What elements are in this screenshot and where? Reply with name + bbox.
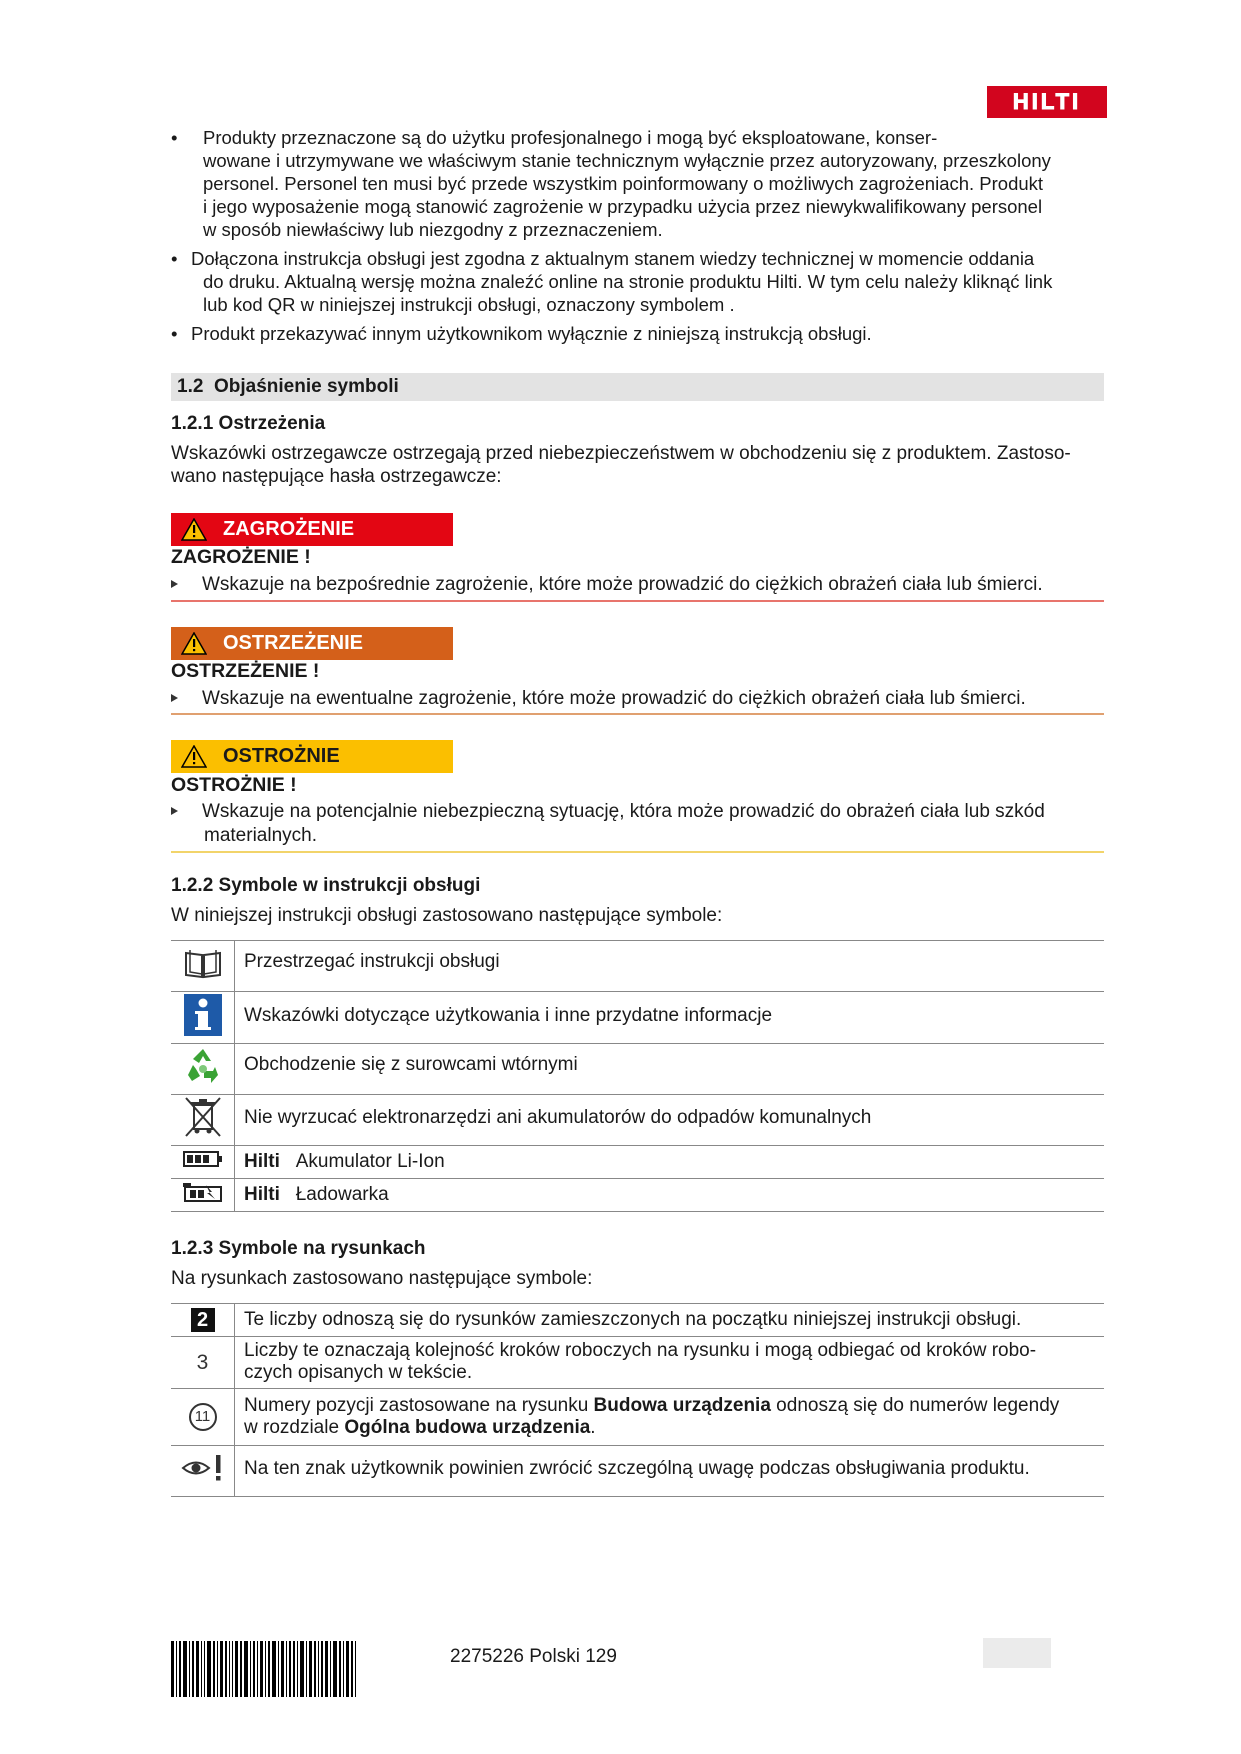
symbol-desc-text: Akumulator Li-Ion xyxy=(295,1151,445,1172)
page-tab xyxy=(983,1638,1051,1668)
caution-title: OSTROŻNIE ! xyxy=(171,774,297,796)
danger-line: Wskazuje na bezpośrednie zagrożenie, które może prowadzić do ciężkich obrażeń ciała lub śmierci. xyxy=(202,574,1043,595)
danger-signal-label xyxy=(171,513,453,546)
desc-text: . xyxy=(590,1417,596,1438)
desc-text: Numery pozycji zastosowane na rysunku xyxy=(244,1395,594,1416)
figure-symbols-table xyxy=(171,1303,1104,1497)
symbol-desc: Te liczby odnoszą się do rysunków zamieszczonych na początku niniejszej instrukcji obsługi. xyxy=(235,1304,1105,1337)
desc-bold: Budowa urządzenia xyxy=(593,1395,771,1416)
desc-line: czych opisanych w tekście. xyxy=(244,1362,473,1383)
icon-cell xyxy=(171,941,235,992)
bullet-line: Produkt przekazywać innym użytkownikom wyłącznie z niniejszą instrukcją obsługi. xyxy=(191,323,872,344)
arrow-bullet-icon xyxy=(171,580,178,588)
arrow-bullet-icon xyxy=(171,694,178,702)
symbol-desc xyxy=(235,1337,1105,1389)
barcode xyxy=(171,1641,429,1697)
icon-cell xyxy=(171,1146,235,1179)
danger-title: ZAGROŻENIE ! xyxy=(171,546,311,568)
danger-label-text: ZAGROŻENIE xyxy=(223,518,355,540)
figure-symbols-intro: Na rysunkach zastosowano następujące symbole: xyxy=(171,1268,593,1289)
bullet-line: do druku. Aktualną wersję można znaleźć online na stronie produktu Hilti. W tym celu należy kliknąć link xyxy=(203,271,1053,292)
symbol-desc xyxy=(235,1389,1105,1446)
warning-signal-label xyxy=(171,627,453,660)
manual-symbols-intro: W niniejszej instrukcji obsługi zastosowano następujące symbole: xyxy=(171,905,723,926)
bullet-line: lub kod QR w niniejszej instrukcji obsługi, oznaczony symbolem . xyxy=(203,294,735,315)
table-row xyxy=(171,1179,1104,1212)
icon-cell xyxy=(171,992,235,1044)
bullet-line: Dołączona instrukcja obsługi jest zgodna z aktualnym stanem wiedzy technicznej w momencie oddania xyxy=(191,248,1035,269)
section-title: Objaśnienie symboli xyxy=(213,376,399,397)
caution-text xyxy=(171,800,1121,848)
desc-line xyxy=(244,1417,1104,1439)
symbol-desc xyxy=(235,1179,1105,1212)
charger-icon xyxy=(182,1181,224,1203)
symbol-desc: Nie wyrzucać elektronarzędzi ani akumulatorów do odpadów komunalnych xyxy=(235,1095,1105,1146)
section-number: 1.2 xyxy=(177,376,204,397)
symbol-desc: Wskazówki dotyczące użytkowania i inne przydatne informacje xyxy=(235,992,1105,1044)
caution-rule xyxy=(171,851,1104,853)
caution-label-text: OSTROŻNIE xyxy=(223,745,340,767)
caution-line: Wskazuje na potencjalnie niebezpieczną sytuację, która może prowadzić do obrażeń ciała lub szkód xyxy=(202,801,1045,822)
step-number-icon: 3 xyxy=(196,1350,209,1374)
position-number-icon: 11 xyxy=(189,1403,217,1431)
icon-cell xyxy=(171,1304,235,1337)
desc-text: w rozdziale xyxy=(244,1417,345,1438)
crossed-bin-icon xyxy=(183,1095,223,1139)
info-icon xyxy=(184,994,222,1036)
table-row xyxy=(171,1304,1104,1337)
table-row xyxy=(171,1044,1104,1095)
warning-line: Wskazuje na ewentualne zagrożenie, które może prowadzić do ciężkich obrażeń ciała lub śmierci. xyxy=(202,688,1026,709)
table-row xyxy=(171,941,1104,992)
bullet-line: personel. Personel ten musi być przede wszystkim poinformowany o możliwych zagrożeniach. Produkt xyxy=(203,173,1044,194)
intro-line: Wskazówki ostrzegawcze ostrzegają przed niebezpieczeństwem w obchodzeniu się z produktem. Zastoso- xyxy=(171,443,1071,464)
book-icon xyxy=(183,947,223,979)
brand-name: Hilti xyxy=(244,1184,280,1205)
table-row xyxy=(171,1446,1104,1497)
table-row xyxy=(171,1389,1104,1446)
warning-triangle-icon xyxy=(181,632,207,655)
symbol-desc-text: Ładowarka xyxy=(295,1184,389,1205)
intro-bullet-3: • Produkt przekazywać innym użytkownikom wyłącznie z niniejszą instrukcją obsługi. xyxy=(171,322,1161,345)
figure-number-icon: 2 xyxy=(191,1308,215,1332)
desc-line xyxy=(244,1395,1104,1417)
logo-text: HILTI xyxy=(1012,89,1082,114)
bullet-line: wowane i utrzymywane we właściwym stanie technicznym wyłącznie przez autoryzowany, przeszkolony xyxy=(203,150,1051,171)
icon-cell xyxy=(171,1044,235,1095)
manual-symbols-table xyxy=(171,940,1104,1212)
eye-attention-icon xyxy=(181,1453,225,1483)
icon-cell xyxy=(171,1095,235,1146)
bullet-line: i jego wyposażenie mogą stanowić zagrożenie w przypadku użycia przez niewykwalifikowany personel xyxy=(203,196,1043,217)
intro-line: wano następujące hasła ostrzegawcze: xyxy=(171,466,502,487)
table-row xyxy=(171,992,1104,1044)
battery-icon xyxy=(183,1150,223,1168)
desc-text: odnoszą się do numerów legendy xyxy=(770,1395,1060,1416)
icon-cell xyxy=(171,1389,235,1446)
table-row xyxy=(171,1146,1104,1179)
table-row xyxy=(171,1095,1104,1146)
caution-signal-label xyxy=(171,740,453,773)
warning-triangle-icon xyxy=(181,518,207,541)
icon-cell xyxy=(171,1446,235,1497)
arrow-bullet-icon xyxy=(171,807,178,815)
desc-bold: Ogólna budowa urządzenia xyxy=(344,1417,591,1438)
symbol-desc xyxy=(235,1146,1105,1179)
danger-text xyxy=(171,573,1121,597)
desc-line: Liczby te oznaczają kolejność kroków roboczych na rysunku i mogą odbiegać od kroków robo- xyxy=(244,1340,1037,1361)
manual-symbols-heading: 1.2.2 Symbole w instrukcji obsługi xyxy=(171,875,481,896)
warnings-intro xyxy=(171,442,1161,488)
intro-bullet-2: • Dołączona instrukcja obsługi jest zgodna z aktualnym stanem wiedzy technicznej w momencie oddania do druku. Aktualną wersję można znaleźć online na stronie produktu Hilti. W tym celu należy kliknąć link lub kod QR w niniejszej instrukcji obsługi, oznaczony symbolem . xyxy=(171,247,1221,316)
symbol-desc: Przestrzegać instrukcji obsługi xyxy=(235,941,1105,992)
bullet-line: Produkty przeznaczone są do użytku profesjonalnego i mogą być eksploatowane, konser- xyxy=(203,127,938,148)
symbol-desc: Na ten znak użytkownik powinien zwrócić szczególną uwagę podczas obsługiwania produktu. xyxy=(235,1446,1105,1497)
icon-cell xyxy=(171,1337,235,1389)
table-row xyxy=(171,1337,1104,1389)
brand-name: Hilti xyxy=(244,1151,280,1172)
hilti-logo xyxy=(987,86,1107,118)
warnings-heading: 1.2.1 Ostrzeżenia xyxy=(171,413,326,434)
figure-symbols-heading: 1.2.3 Symbole na rysunkach xyxy=(171,1238,426,1259)
bullet-line: w sposób niewłaściwy lub niezgodny z przeznaczeniem. xyxy=(203,219,663,240)
warning-label-text: OSTRZEŻENIE xyxy=(223,632,364,654)
footer-text: 2275226 Polski 129 xyxy=(450,1646,617,1667)
warning-text xyxy=(171,687,1121,711)
warning-rule xyxy=(171,713,1104,715)
danger-rule xyxy=(171,600,1104,602)
caution-line: materialnych. xyxy=(204,825,317,846)
intro-bullet-1: • Produkty przeznaczone są do użytku profesjonalnego i mogą być eksploatowane, konser- wowane i utrzymywane we właściwym stanie technicznym wyłącznie przez autoryzowany, przeszkolony personel. Personel ten musi być przede wszystkim poinformowany o możliwych zagrożeniach. Produkt i jego wyposażenie mogą stanowić zagrożenie w przypadku użycia przez niewykwalifikowany personel w sposób niewłaściwy lub niezgodny z przeznaczeniem. xyxy=(171,126,1161,241)
icon-cell xyxy=(171,1179,235,1212)
recycle-icon xyxy=(182,1045,224,1087)
warning-triangle-icon xyxy=(181,745,207,768)
symbol-desc: Obchodzenie się z surowcami wtórnymi xyxy=(235,1044,1105,1095)
warning-title: OSTRZEŻENIE ! xyxy=(171,660,320,682)
section-header xyxy=(171,373,1104,401)
